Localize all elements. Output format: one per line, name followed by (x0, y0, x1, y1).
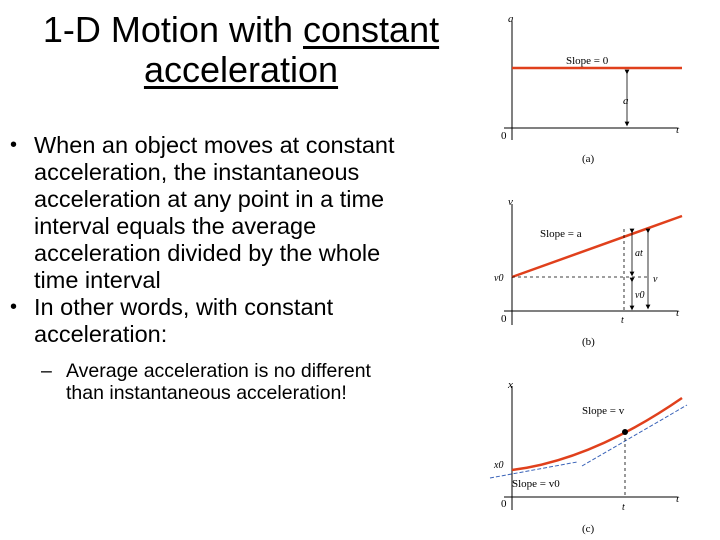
bullet-marker: • (10, 134, 18, 156)
graph-b-x-axis-label: t (676, 307, 680, 319)
graph-b-slope-label: Slope = a (540, 228, 582, 240)
graph-c-slope-bottom-label: Slope = v0 (512, 478, 560, 490)
bullet-item (8, 294, 408, 348)
graph-a (501, 13, 682, 165)
graph-b-v0-label: v0 (635, 290, 645, 301)
bullet-text: In other words, with constant acceleration: (34, 294, 334, 347)
graph-c-y-axis-label: x (508, 379, 513, 391)
title-prefix: 1-D Motion with (42, 9, 303, 50)
graph-b-rise-label: at (635, 248, 643, 259)
graph-a-value-label: a (623, 95, 629, 107)
bullet-marker: • (10, 296, 18, 318)
graph-a-x-axis-label: t (676, 124, 680, 136)
motion-graphs-svg (482, 0, 720, 540)
graph-b-intercept-label: v0 (494, 273, 504, 284)
graph-b-velocity-line (512, 216, 682, 277)
title-emphasis-acceleration: acceleration (143, 49, 339, 90)
graph-a-caption: (a) (582, 153, 595, 165)
sub-bullet-marker: – (41, 360, 52, 382)
sub-bullet-text: Average acceleration is no different than instantaneous acceleration! (66, 360, 371, 404)
graph-b-y-axis-label: v (508, 196, 513, 208)
graph-c-intercept-label: x0 (494, 460, 504, 471)
graph-c-caption: (c) (582, 523, 595, 535)
sub-bullet-item (8, 360, 408, 404)
motion-graphs (482, 0, 720, 540)
graph-b-t-mark-label: t (621, 315, 624, 326)
bullet-item (8, 132, 408, 294)
graph-a-origin-label: 0 (501, 130, 507, 142)
bullet-text: When an object moves at constant acceleration, the instantaneous acceleration at any point in a time interval equals the average acceleration divided by the whole time interval (34, 132, 395, 293)
graph-c-origin-label: 0 (501, 498, 507, 510)
graph-c (490, 379, 687, 535)
graph-b-caption: (b) (582, 336, 595, 348)
graph-c-slope-top-label: Slope = v (582, 405, 625, 417)
slide-title (0, 10, 482, 90)
graph-b-origin-label: 0 (501, 313, 507, 325)
graph-c-tangent-point (622, 429, 628, 435)
bullet-list (8, 132, 408, 404)
title-emphasis-constant: constant (303, 9, 440, 50)
graph-b-value-label: v (653, 274, 658, 285)
graph-c-t-mark-label: t (622, 502, 625, 513)
graph-a-slope-label: Slope = 0 (566, 55, 609, 67)
graph-c-x-axis-label: t (676, 493, 680, 505)
graph-a-y-axis-label: a (508, 13, 514, 25)
graph-b (494, 196, 682, 348)
